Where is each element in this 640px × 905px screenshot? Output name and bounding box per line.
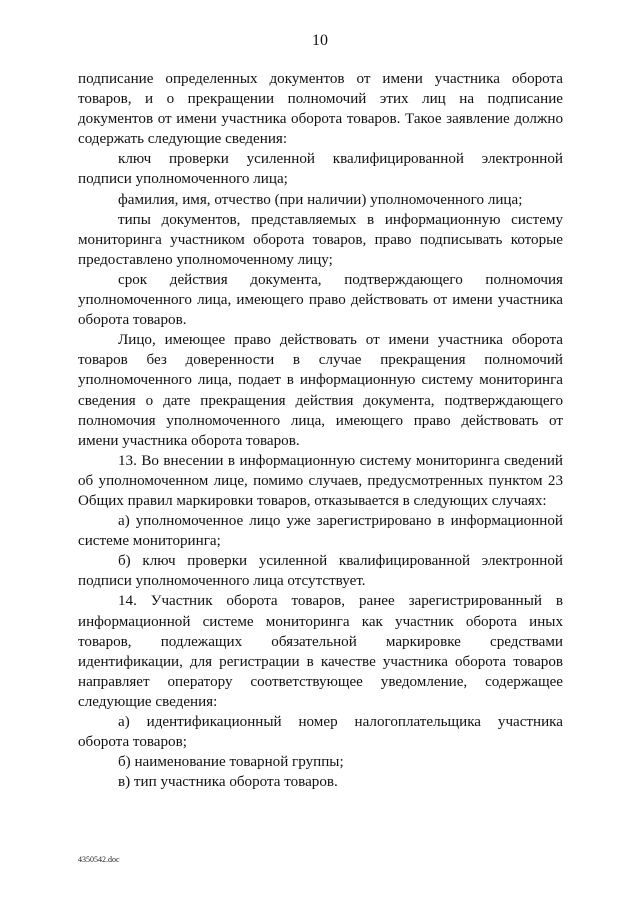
paragraph: б) наименование товарной группы;	[118, 754, 344, 771]
page-number: 10	[312, 32, 328, 49]
paragraph: подписание определенных документов от имени участника оборота товаров, и о прекращении полномочий этих лиц на подписание документов от имени участника оборота товаров. Такое заявление должно содержать следующие сведения:	[78, 71, 563, 148]
paragraph: 14. Участник оборота товаров, ранее зарегистрированный в информационной системе мониторинга как участник оборота иных товаров, подлежащих обязательной маркировке средствами идентификации, для регистрации в качестве участника оборота товаров направляет оператору соответствующее уведомление, содержащее следующие сведения:	[78, 593, 563, 710]
paragraph: типы документов, представляемых в информационную систему мониторинга участником оборота товаров, право подписывать которые предоставлено уполномоченному лицу;	[78, 211, 563, 268]
document-body	[78, 69, 563, 792]
paragraph: срок действия документа, подтверждающего полномочия уполномоченного лица, имеющего право действовать от имени участника оборота товаров.	[78, 271, 563, 329]
paragraph: фамилия, имя, отчество (при наличии) уполномоченного лица;	[118, 191, 523, 208]
paragraph: а) уполномоченное лицо уже зарегистрировано в информационной системе мониторинга;	[78, 513, 563, 550]
paragraph: ключ проверки усиленной квалифицированной электронной подписи уполномоченного лица;	[78, 151, 563, 188]
footer-doc-code: 4350542.doc	[78, 855, 120, 864]
paragraph: Лицо, имеющее право действовать от имени участника оборота товаров без доверенности в случае прекращения полномочий уполномоченного лица, подает в информационную систему мониторинга сведения о дате прекращения действия документа, подтверждающего полномочия уполномоченного лица, имеющего право действовать от имени участника оборота товаров.	[78, 332, 563, 449]
paragraph: в) тип участника оборота товаров.	[118, 774, 338, 791]
paragraph: а) идентификационный номер налогоплательщика участника оборота товаров;	[78, 714, 563, 751]
paragraph: 13. Во внесении в информационную систему мониторинга сведений об уполномоченном лице, помимо случаев, предусмотренных пунктом 23 Общих правил маркировки товаров, отказывается в следующих случаях:	[78, 452, 563, 509]
paragraph: б) ключ проверки усиленной квалифицированной электронной подписи уполномоченного лица отсутствует.	[78, 553, 563, 590]
